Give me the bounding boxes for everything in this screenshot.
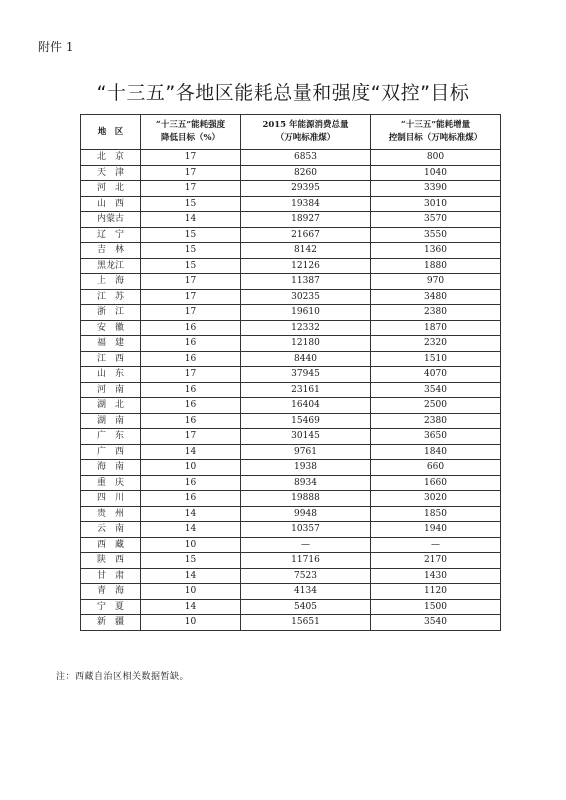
intensity-cell: 14: [141, 506, 241, 522]
region-cell: 福 建: [81, 336, 141, 352]
table-row: [81, 398, 501, 414]
intensity-cell: 15: [141, 227, 241, 243]
intensity-cell: 16: [141, 475, 241, 491]
increment-cell: 970: [371, 274, 501, 290]
increment-cell: 3480: [371, 289, 501, 305]
consumption-cell: 1938: [241, 460, 371, 476]
increment-cell: 3540: [371, 615, 501, 631]
header-region: [81, 115, 141, 150]
region-cell: 贵 州: [81, 506, 141, 522]
intensity-cell: 16: [141, 413, 241, 429]
intensity-cell: 14: [141, 522, 241, 538]
region-cell: 四 川: [81, 491, 141, 507]
header-line: 控制目标（万吨标准煤）: [388, 133, 483, 143]
consumption-cell: 12332: [241, 320, 371, 336]
table-row: [81, 460, 501, 476]
table-row: [81, 243, 501, 259]
region-cell: 浙 江: [81, 305, 141, 321]
increment-cell: 1940: [371, 522, 501, 538]
consumption-cell: 16404: [241, 398, 371, 414]
header-intensity-target: [141, 115, 241, 150]
consumption-cell: 8260: [241, 165, 371, 181]
header-consumption-2015: [241, 115, 371, 150]
header-line: 地 区: [97, 126, 124, 137]
region-cell: 山 东: [81, 367, 141, 383]
increment-cell: 1660: [371, 475, 501, 491]
table-row: [81, 537, 501, 553]
region-cell: 宁 夏: [81, 599, 141, 615]
region-cell: 内蒙古: [81, 212, 141, 228]
intensity-cell: 16: [141, 336, 241, 352]
increment-cell: 2500: [371, 398, 501, 414]
increment-cell: 1500: [371, 599, 501, 615]
table-row: [81, 305, 501, 321]
intensity-cell: 15: [141, 258, 241, 274]
consumption-cell: 9761: [241, 444, 371, 460]
header-line: 2015 年能源消费总量: [262, 120, 349, 130]
table-row: [81, 522, 501, 538]
increment-cell: —: [371, 537, 501, 553]
increment-cell: 4070: [371, 367, 501, 383]
increment-cell: 2170: [371, 553, 501, 569]
intensity-cell: 16: [141, 351, 241, 367]
table-row: [81, 258, 501, 274]
table-body: [81, 150, 501, 631]
increment-cell: 1880: [371, 258, 501, 274]
consumption-cell: 37945: [241, 367, 371, 383]
table-row: [81, 491, 501, 507]
consumption-cell: 23161: [241, 382, 371, 398]
consumption-cell: 11387: [241, 274, 371, 290]
intensity-cell: 17: [141, 305, 241, 321]
consumption-cell: 19384: [241, 196, 371, 212]
region-cell: 河 南: [81, 382, 141, 398]
region-cell: 山 西: [81, 196, 141, 212]
consumption-cell: 11716: [241, 553, 371, 569]
region-cell: 新 疆: [81, 615, 141, 631]
region-cell: 吉 林: [81, 243, 141, 259]
intensity-cell: 10: [141, 460, 241, 476]
intensity-cell: 16: [141, 320, 241, 336]
intensity-cell: 16: [141, 398, 241, 414]
table-row: [81, 444, 501, 460]
header-line: “十三五”能耗强度: [155, 120, 226, 130]
region-cell: 广 西: [81, 444, 141, 460]
region-cell: 湖 南: [81, 413, 141, 429]
table-row: [81, 150, 501, 166]
increment-cell: 1360: [371, 243, 501, 259]
consumption-cell: 15469: [241, 413, 371, 429]
consumption-cell: 12126: [241, 258, 371, 274]
region-cell: 北 京: [81, 150, 141, 166]
increment-cell: 1120: [371, 584, 501, 600]
region-cell: 陕 西: [81, 553, 141, 569]
region-cell: 上 海: [81, 274, 141, 290]
region-cell: 安 徽: [81, 320, 141, 336]
table-header-row: [81, 115, 501, 150]
consumption-cell: 30235: [241, 289, 371, 305]
table-row: [81, 351, 501, 367]
table-row: [81, 367, 501, 383]
increment-cell: 3010: [371, 196, 501, 212]
region-cell: 广 东: [81, 429, 141, 445]
region-cell: 云 南: [81, 522, 141, 538]
increment-cell: 3550: [371, 227, 501, 243]
region-cell: 天 津: [81, 165, 141, 181]
table-row: [81, 165, 501, 181]
table-row: [81, 429, 501, 445]
intensity-cell: 17: [141, 274, 241, 290]
header-increment-target: [371, 115, 501, 150]
increment-cell: 2380: [371, 305, 501, 321]
table-row: [81, 196, 501, 212]
increment-cell: 800: [371, 150, 501, 166]
intensity-cell: 15: [141, 196, 241, 212]
increment-cell: 3390: [371, 181, 501, 197]
intensity-cell: 17: [141, 289, 241, 305]
region-cell: 湖 北: [81, 398, 141, 414]
consumption-cell: 5405: [241, 599, 371, 615]
region-cell: 海 南: [81, 460, 141, 476]
region-cell: 西 藏: [81, 537, 141, 553]
increment-cell: 1840: [371, 444, 501, 460]
region-cell: 辽 宁: [81, 227, 141, 243]
intensity-cell: 17: [141, 367, 241, 383]
increment-cell: 660: [371, 460, 501, 476]
increment-cell: 2380: [371, 413, 501, 429]
header-line: 降低目标（%）: [160, 133, 221, 143]
consumption-cell: 21667: [241, 227, 371, 243]
intensity-cell: 14: [141, 599, 241, 615]
region-cell: 甘 肃: [81, 568, 141, 584]
increment-cell: 1850: [371, 506, 501, 522]
consumption-cell: 19888: [241, 491, 371, 507]
consumption-cell: 6853: [241, 150, 371, 166]
region-cell: 河 北: [81, 181, 141, 197]
consumption-cell: 8142: [241, 243, 371, 259]
table-row: [81, 227, 501, 243]
intensity-cell: 15: [141, 553, 241, 569]
intensity-cell: 16: [141, 491, 241, 507]
intensity-cell: 14: [141, 568, 241, 584]
consumption-cell: 8934: [241, 475, 371, 491]
consumption-cell: 7523: [241, 568, 371, 584]
attachment-label: 附件 1: [38, 40, 74, 54]
region-cell: 黑龙江: [81, 258, 141, 274]
intensity-cell: 17: [141, 181, 241, 197]
region-cell: 江 苏: [81, 289, 141, 305]
region-cell: 青 海: [81, 584, 141, 600]
increment-cell: 1510: [371, 351, 501, 367]
consumption-cell: —: [241, 537, 371, 553]
table-row: [81, 413, 501, 429]
intensity-cell: 10: [141, 537, 241, 553]
consumption-cell: 10357: [241, 522, 371, 538]
table-row: [81, 584, 501, 600]
consumption-cell: 8440: [241, 351, 371, 367]
table-row: [81, 181, 501, 197]
increment-cell: 2320: [371, 336, 501, 352]
table-row: [81, 212, 501, 228]
consumption-cell: 4134: [241, 584, 371, 600]
increment-cell: 3650: [371, 429, 501, 445]
consumption-cell: 30145: [241, 429, 371, 445]
table-row: [81, 553, 501, 569]
increment-cell: 1040: [371, 165, 501, 181]
table-row: [81, 599, 501, 615]
intensity-cell: 17: [141, 165, 241, 181]
intensity-cell: 15: [141, 243, 241, 259]
table-row: [81, 382, 501, 398]
intensity-cell: 14: [141, 212, 241, 228]
consumption-cell: 12180: [241, 336, 371, 352]
table-row: [81, 615, 501, 631]
consumption-cell: 19610: [241, 305, 371, 321]
table-row: [81, 289, 501, 305]
consumption-cell: 29395: [241, 181, 371, 197]
targets-table: [80, 114, 501, 631]
table-row: [81, 475, 501, 491]
consumption-cell: 15651: [241, 615, 371, 631]
intensity-cell: 16: [141, 382, 241, 398]
intensity-cell: 17: [141, 150, 241, 166]
header-line: （万吨标准煤）: [275, 133, 336, 143]
increment-cell: 3020: [371, 491, 501, 507]
region-cell: 重 庆: [81, 475, 141, 491]
document-title: “十三五”各地区能耗总量和强度“双控”目标: [96, 82, 470, 104]
increment-cell: 1870: [371, 320, 501, 336]
table-row: [81, 320, 501, 336]
region-cell: 江 西: [81, 351, 141, 367]
intensity-cell: 10: [141, 615, 241, 631]
table-row: [81, 274, 501, 290]
footnote: 注：西藏自治区相关数据暂缺。: [56, 672, 190, 682]
table-row: [81, 336, 501, 352]
consumption-cell: 9948: [241, 506, 371, 522]
intensity-cell: 17: [141, 429, 241, 445]
increment-cell: 3540: [371, 382, 501, 398]
table-row: [81, 506, 501, 522]
intensity-cell: 14: [141, 444, 241, 460]
increment-cell: 1430: [371, 568, 501, 584]
table-row: [81, 568, 501, 584]
header-line: “十三五”能耗增量: [400, 120, 471, 130]
increment-cell: 3570: [371, 212, 501, 228]
intensity-cell: 10: [141, 584, 241, 600]
consumption-cell: 18927: [241, 212, 371, 228]
